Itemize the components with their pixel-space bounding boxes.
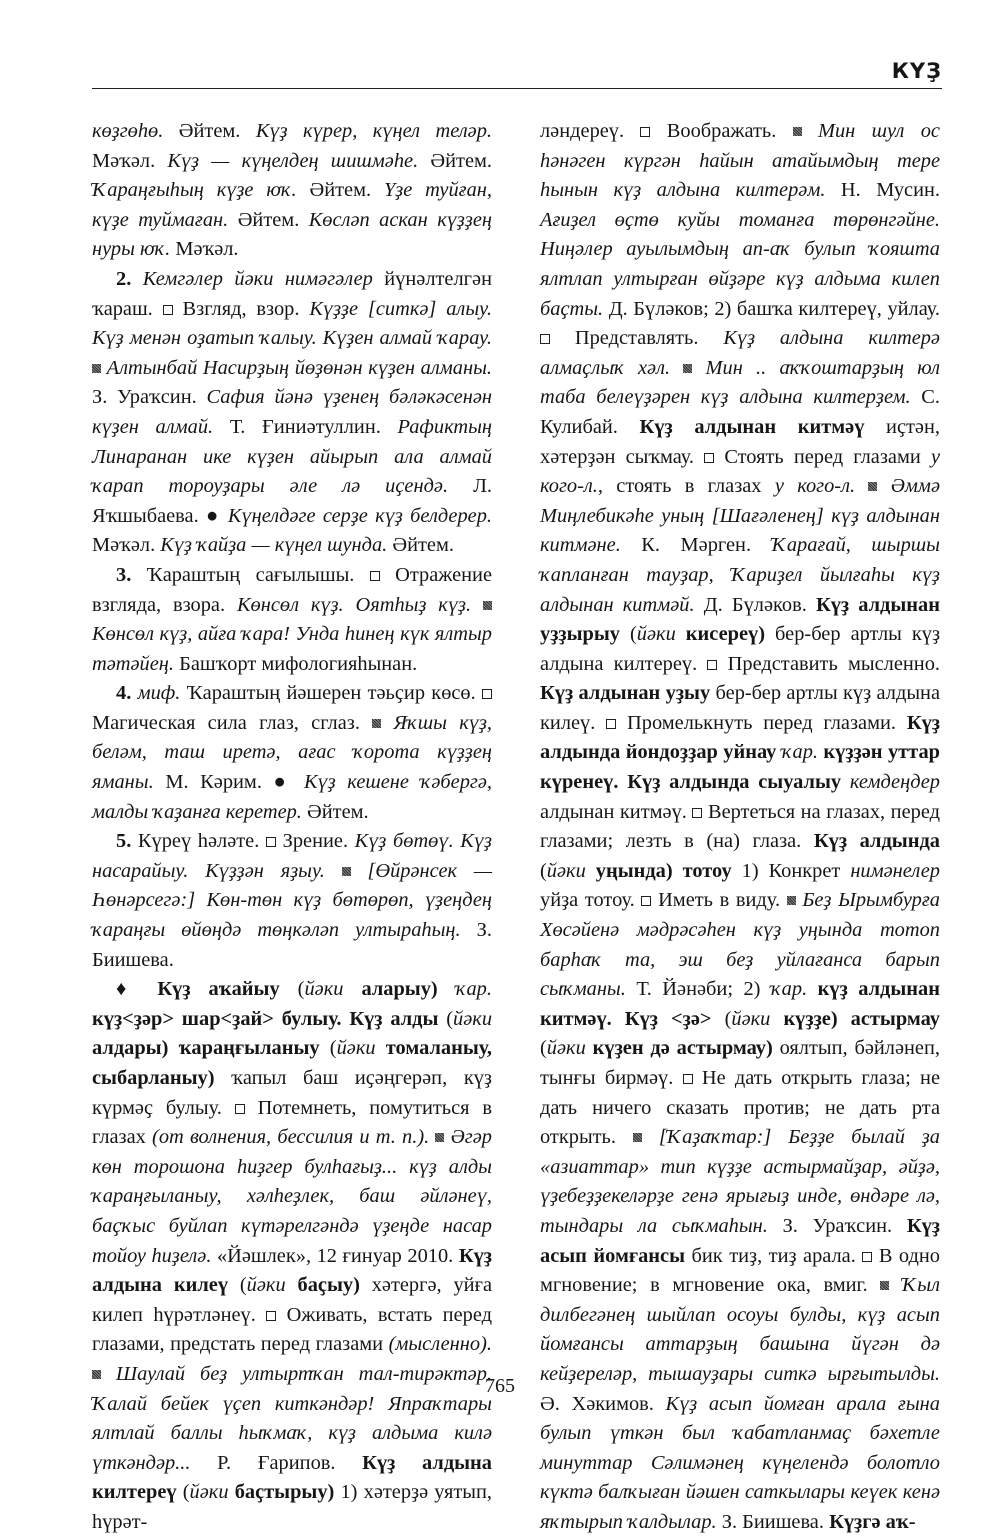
running-head bbox=[92, 58, 942, 89]
running-head-word: КҮҘ bbox=[891, 59, 942, 83]
right-column bbox=[540, 117, 940, 1538]
sense-4: 4. миф. Ҡараштың йәшерен тәьҫир көсө. Магическая сила глаз, сглаз. Яҡшы күҙ, беләм, таш иретә, ағас ҡорота күҙҙең яманы. М. Кәрим. ● Күҙ кешене ҡәбергә, малды ҡаҙанға керетер. Әйтем. bbox=[92, 682, 492, 823]
idioms-continued: ләндереү. Воображать. Мин шул ос һәнәген күргән һайын атайымдың тере һынын күҙ алдына килтерәм. Н. Мусин. Ағиҙел өҫтө куйы томанға төрөнгәйне. Ниңәлер ауылымдың ап-аҡ булып ҡояшта ялтлап ултырған өйҙәре күҙ алдыма килеп баҫты. Д. Бүләков; 2) башҡа килтереү, уйлау. Представлять. Күҙ алдына килтерә алмаҫлыҡ хәл. Мин .. аҡҡоштарҙың юл таба белеүҙәрен күҙ алдына килтерҙем. С. Кулибай. Күҙ алдынан китмәү иҫтән, хәтерҙән сыҡмау. Стоять перед глазами у кого-л., стоять в глазах у кого-л. Әммә Миңлебикәһе уның [Шағәленең] күҙ алдынан китмәне. К. Мәрген. Ҡарағай, шыршы ҡапланған тауҙар, Ҡариҙел йылғаһы күҙ алдынан китмәй. Д. Бүләков. Күҙ алдынан уҙҙырыу (йәки кисереү) бер-бер артлы күҙ алдына килтереү. Представить мысленно. Күҙ алдынан уҙыу бер-бер артлы күҙ алдына килеү. Промелькнуть перед глазами. Күҙ алдында йондоҙҙар уйнау ҡар. күҙҙән уттар күренеү. Күҙ алдында сыуалыу кемдеңдер алдынан китмәү. Вертеться на глазах, перед глазами; лезть в (на) глаза. Күҙ алдында (йәки уңында) тотоу 1) Конкрет нимәнелер уйҙа тотоу. Иметь в виду. Беҙ Ырымбурға Хөсәйенә мәдрәсәһен күҙ уңында тотоп барһаҡ та, эш беҙ уйлағанса барып сыҡманы. Т. Йәнәби; 2) ҡар. күҙ алдынан китмәү. Күҙ <ҙә> (йәки күҙҙе) астырмау (йәки күҙен дә астырмау) оялтып, бәйләнеп, тынғы бирмәү. Не дать открыть глаза; не дать ничего сказать против; не дать рта открыть. [Ҡаҙаҡтар:] Беҙҙе былай ҙа «азиаттар» тип күҙҙе астырмайҙар, әйҙә, үҙебеҙҙекеләрҙе генә ярығыҙ инде, өндәре лә, тындары ла сыҡмаһын. З. Ураҡсин. Күҙ асып йомғансы бик тиҙ, тиҙ арала. В одно мгновение; в мгновение ока, вмиг. Ҡыл дилбегәнең шыйлап осоуы булды, күҙ асып йомғансы аттарҙың башына йүгән дә кейҙереләр, тышауҙары ситкә ырғытылды. Ә. Хәкимов. Күҙ асып йомған арала ғына булып үткән был ҡабатланмаҫ бәхетле минуттар Сәлимәнең күңелендә болотло күктә балҡыған йәшен саткылары кеүек кенә яҡтырып ҡалдылар. З. Биишева. Күҙгә аҡ- bbox=[540, 120, 941, 1533]
sense-5: 5. Күреү һәләте. Зрение. Күҙ бөтөү. Күҙ насарайыу. Күҙҙән яҙыу. [Өйрәнсек — Һөнәрсегә:] Көн-төн күҙ бөтөрөп, үҙеңдең ҡараңғы өйөңдә төңкәләп ултыраһың. З. Биишева. bbox=[92, 830, 492, 971]
sense-3: 3. Ҡараштың сағылышы. Отражение взгляда, взора. Көнсөл күҙ. Оятһыҙ күҙ. Көнсөл күҙ, айға ҡара! Унда һинең күк ялтыр тәтәйең. Башҡорт мифологияһынан. bbox=[92, 563, 492, 675]
idioms-paragraph: ♦ Күҙ аҡайыу (йәки аларыу) ҡар. күҙ<ҙәр> шар<ҙай> булыу. Күҙ алды (йәки алдары) ҡараңғыланыу (йәки томаланыу, сыбарланыу) ҡапыл баш иҫәңгерәп, күҙ күрмәҫ булыу. Потемнеть, помутиться в глазах (от волнения, бессилия и т. п.). Әгәр көн торошона һиҙгер булһағыҙ... күҙ алды ҡараңғыланыу, хәлһеҙлек, баш әйләнеү, баҫҡыс буйлап күтәрелгәндә үҙеңде насар тойоу һиҙелә. «Йәшлек», 12 ғинуар 2010. Күҙ алдына килеү (йәки баҫыу) хәтергә, уйға килеп һүрәтләнеү. Оживать, встать перед глазами, предстать перед глазами (мысленно). Шаулай беҙ ултыртҡан тал-тирәктәр. Ҡалай бейек үҫеп киткәндәр! Япраҡтары ялтлай баллы һыҡмаҡ, күҙ алдыма килә үткәндәр... Р. Ғарипов. Күҙ алдына килтереү (йәки баҫтырыу) 1) хәтерҙә уятып, һүрәт- bbox=[92, 978, 493, 1533]
entry-paragraph: көҙгөһө. Әйтем. Күҙ күрер, күңел теләр. Мәҡәл. Күҙ — күңелдең шишмәһе. Әйтем. Ҡараңғыһың күҙе юҡ. Әйтем. Үҙе туйған, күҙе туймаған. Әйтем. Көсләп аскан күҙҙең нуры юҡ. Мәҡәл. bbox=[92, 120, 493, 261]
page-number: 765 bbox=[485, 1375, 515, 1397]
sense-2: 2. Кемгәлер йәки нимәгәлер йүнәлтелгән ҡараш. Взгляд, взор. Күҙҙе [ситкә] алыу. Күҙ менән оҙатып ҡалыу. Күҙен алмай ҡарау. Алтынбай Насирҙың йөҙөнән күҙен алманы. З. Ураҡсин. Сафия йәнә үҙенең бәләкәсенән күҙен алмай. Т. Ғиниәтуллин. Рафиктың Линаранан ике күҙен айырып ала алмай ҡарап тороуҙары әле лә иҫендә. Л. Яҡшыбаева. ● Күңелдәге серҙе күҙ белдерер. Мәҡәл. Күҙ ҡайҙа — күңел шунда. Әйтем. bbox=[92, 267, 493, 557]
left-column bbox=[92, 117, 492, 1538]
